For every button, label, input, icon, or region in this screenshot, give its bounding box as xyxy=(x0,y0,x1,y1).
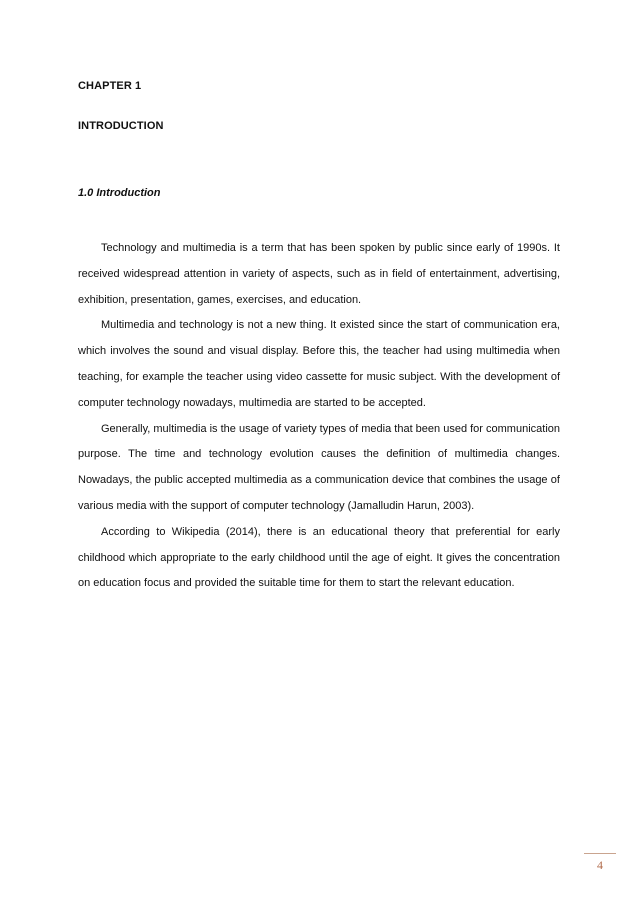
body-text xyxy=(78,236,560,597)
paragraph: Generally, multimedia is the usage of variety types of media that been used for communication purpose. The time and technology evolution causes the definition of multimedia changes. Nowadays, the public accepted multimedia as a communication device that combines the usage of various media with the support of computer technology (Jamalludin Harun, 2003). xyxy=(78,422,560,512)
section-title: 1.0 Introduction xyxy=(78,187,161,199)
paragraph: According to Wikipedia (2014), there is an educational theory that preferential for early childhood which appropriate to the early childhood until the age of eight. It gives the concentration on education focus and provided the suitable time for them to start the relevant education. xyxy=(78,525,560,590)
chapter-title: INTRODUCTION xyxy=(78,120,164,132)
paragraph: Technology and multimedia is a term that has been spoken by public since early of 1990s. It received widespread attention in variety of aspects, such as in field of entertainment, advertising, exhibition, presentation, games, exercises, and education. xyxy=(78,242,560,306)
chapter-label: CHAPTER 1 xyxy=(78,80,142,92)
page-number-rule xyxy=(584,853,616,854)
page-number: 4 xyxy=(597,858,603,872)
paragraph: Multimedia and technology is not a new thing. It existed since the start of communication era, which involves the sound and visual display. Before this, the teacher had using multimedia when teaching, for example the teacher using video cassette for music subject. With the development of computer technology nowadays, multimedia are started to be accepted. xyxy=(78,319,560,409)
